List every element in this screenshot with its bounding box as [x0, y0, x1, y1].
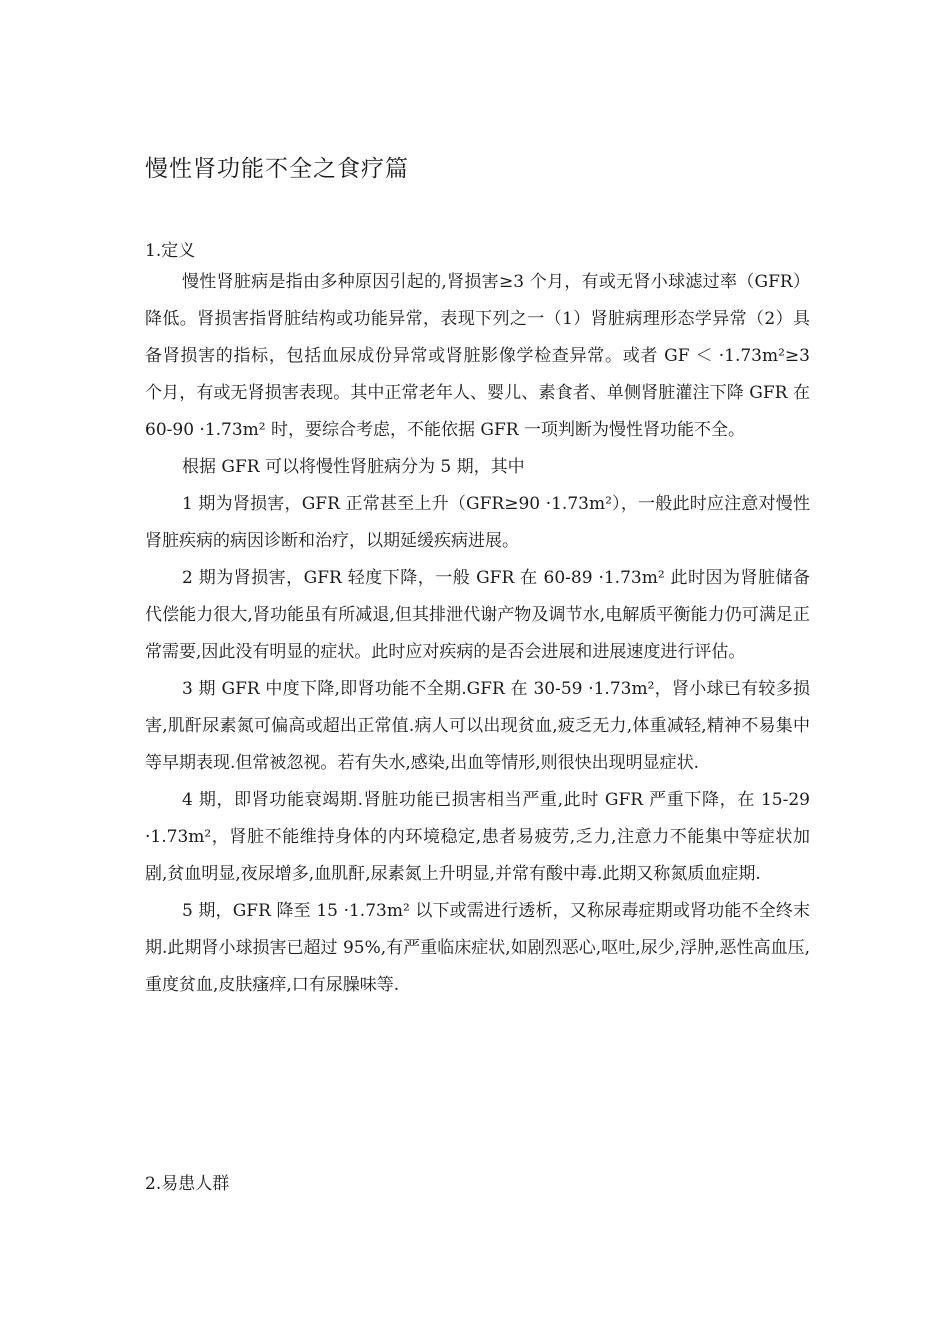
paragraph-stage-3: 3 期 GFR 中度下降,即肾功能不全期.GFR 在 30-59 ·1.73m²，肾小球已有较多损害,肌酐尿素氮可偏高或超出正常值.病人可以出现贫血,疲乏无力,体重减轻,精神不易集中等早期表现.但常被忽视。若有失水,感染,出血等情形,则很快出现明显症状. [145, 679, 810, 773]
paragraph-definition: 慢性肾脏病是指由多种原因引起的,肾损害≥3 个月，有或无肾小球滤过率（GFR）降低。肾损害指肾脏结构或功能异常，表现下列之一（1）肾脏病理形态学异常（2）具备肾损害的指标，包括血尿成份异常或肾脏影像学检查异常。或者 GF ＜ ·1.73m²≥3 个月，有或无肾损害表现。其中正常老年人、婴儿、素食者、单侧肾脏灌注下降 GFR 在 60-90 ·1.73m² 时，要综合考虑，不能依据 GFR 一项判断为慢性肾功能不全。 [145, 272, 810, 440]
paragraph-stage-2: 2 期为肾损害，GFR 轻度下降，一般 GFR 在 60-89 ·1.73m² 此时因为肾脏储备代偿能力很大,肾功能虽有所减退,但其排泄代谢产物及调节水,电解质平衡能力仍可满足正常需要,因此没有明显的症状。此时应对疾病的是否会进展和进展速度进行评估。 [145, 568, 810, 662]
document-title: 慢性肾功能不全之食疗篇 [145, 156, 409, 182]
paragraph-stages-intro: 根据 GFR 可以将慢性肾脏病分为 5 期，其中 [182, 457, 525, 477]
section-heading-definition: 1.定义 [145, 241, 196, 261]
paragraph-stage-1: 1 期为肾损害，GFR 正常甚至上升（GFR≥90 ·1.73m²），一般此时应注意对慢性肾脏疾病的病因诊断和治疗，以期延缓疾病进展。 [145, 494, 810, 551]
section-heading-risk-groups: 2.易患人群 [145, 1174, 230, 1194]
document-body [145, 264, 810, 1004]
paragraph-stage-5: 5 期，GFR 降至 15 ·1.73m² 以下或需进行透析，又称尿毒症期或肾功能不全终末期.此期肾小球损害已超过 95%,有严重临床症状,如剧烈恶心,呕吐,尿少,浮肿,恶性高血压,重度贫血,皮肤瘙痒,口有尿臊味等. [145, 901, 810, 995]
paragraph-stage-4: 4 期，即肾功能衰竭期.肾脏功能已损害相当严重,此时 GFR 严重下降，在 15-29 ·1.73m²，肾脏不能维持身体的内环境稳定,患者易疲劳,乏力,注意力不能集中等症状加剧,贫血明显,夜尿增多,血肌酐,尿素氮上升明显,并常有酸中毒.此期又称氮质血症期. [145, 790, 810, 884]
